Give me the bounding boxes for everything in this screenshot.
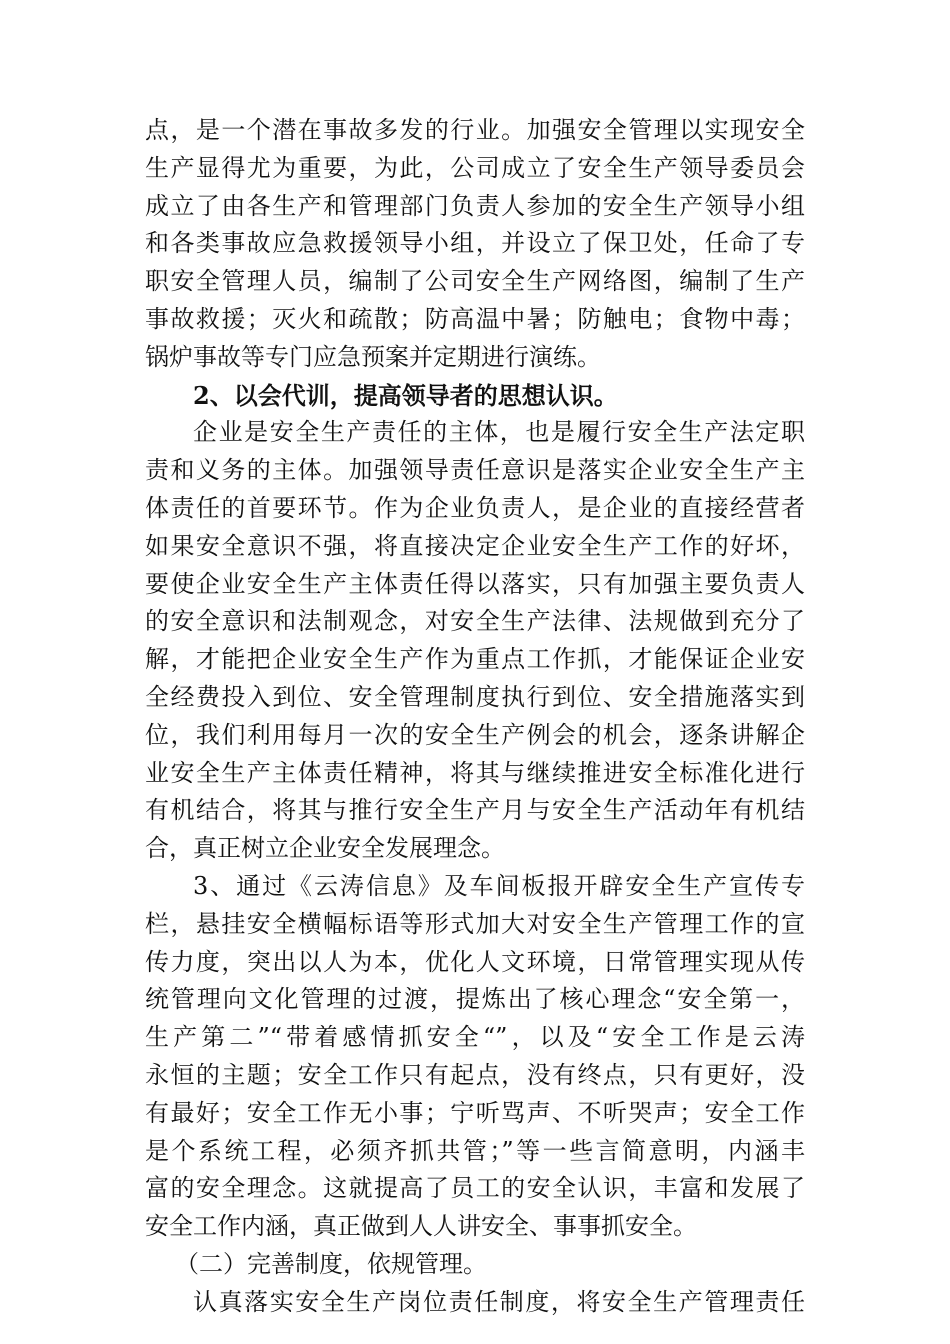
paragraph-line: 事故救援；灭火和疏散；防高温中暑；防触电；食物中毒； [145,304,805,333]
paragraph-line: 栏，悬挂安全横幅标语等形式加大对安全生产管理工作的宣 [145,909,805,938]
paragraph-line: 有机结合，将其与推行安全生产月与安全生产活动年有机结 [145,796,805,825]
paragraph-line: 3、通过《云涛信息》及车间板报开辟安全生产宣传专 [193,871,805,900]
paragraph-line: 和各类事故应急救援领导小组，并设立了保卫处，任命了专 [145,229,805,258]
paragraph-line: 责和义务的主体。加强领导责任意识是落实企业安全生产主 [145,456,805,485]
subsection-heading: （二）完善制度，依规管理。 [175,1249,487,1278]
paragraph-line: 认真落实安全生产岗位责任制度，将安全生产管理责任 [193,1287,805,1316]
paragraph-line: 富的安全理念。这就提高了员工的安全认识，丰富和发展了 [145,1174,805,1203]
paragraph-line: 是个系统工程，必须齐抓共管；”等一些言简意明，内涵丰 [145,1136,805,1165]
document-page [145,112,805,1322]
section-heading: 2、以会代训，提高领导者的思想认识。 [193,380,618,410]
paragraph-line: 如果安全意识不强，将直接决定企业安全生产工作的好坏， [145,531,805,560]
paragraph-line: 生产显得尤为重要，为此，公司成立了安全生产领导委员会 [145,153,805,182]
paragraph-line: 的安全意识和法制观念，对安全生产法律、法规做到充分了 [145,607,805,636]
paragraph-line: 合，真正树立企业安全发展理念。 [145,834,505,863]
paragraph-line: 全经费投入到位、安全管理制度执行到位、安全措施落实到 [145,682,805,711]
paragraph-line: 永恒的主题；安全工作只有起点，没有终点，只有更好，没 [145,1060,805,1089]
paragraph-line: 职安全管理人员，编制了公司安全生产网络图，编制了生产 [145,267,805,296]
paragraph-line: 传力度，突出以人为本，优化人文环境，日常管理实现从传 [145,947,805,976]
paragraph-line: 位，我们利用每月一次的安全生产例会的机会，逐条讲解企 [145,720,805,749]
paragraph-line: 有最好；安全工作无小事；宁听骂声、不听哭声；安全工作 [145,1098,805,1127]
paragraph-line: 业安全生产主体责任精神，将其与继续推进安全标准化进行 [145,758,805,787]
paragraph-line: 安全工作内涵，真正做到人人讲安全、事事抓安全。 [145,1212,697,1241]
paragraph-line: 统管理向文化管理的过渡，提炼出了核心理念“安全第一， [145,985,805,1014]
paragraph-line: 点，是一个潜在事故多发的行业。加强安全管理以实现安全 [145,116,805,144]
paragraph-line: 企业是安全生产责任的主体，也是履行安全生产法定职 [193,418,805,447]
paragraph-line: 体责任的首要环节。作为企业负责人，是企业的直接经营者 [145,493,805,522]
paragraph-line: 锅炉事故等专门应急预案并定期进行演练。 [145,342,601,371]
paragraph-line: 生产第二”“带着感情抓安全“”，以及“安全工作是云涛 [145,1023,805,1052]
paragraph-line: 解，才能把企业安全生产作为重点工作抓，才能保证企业安 [145,645,805,674]
paragraph-line: 成立了由各生产和管理部门负责人参加的安全生产领导小组 [145,191,805,220]
paragraph-line: 要使企业安全生产主体责任得以落实，只有加强主要负责人 [145,569,805,598]
